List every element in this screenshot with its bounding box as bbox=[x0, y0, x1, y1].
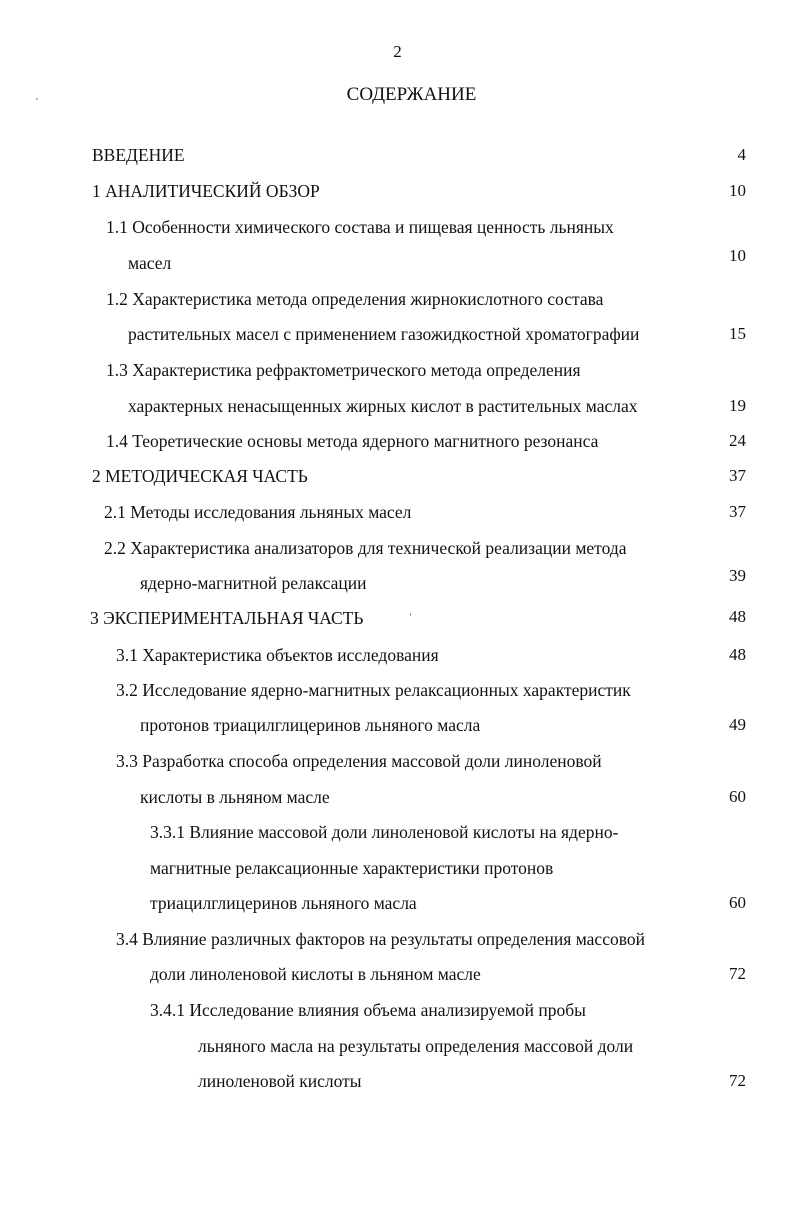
toc-entry-3-4-1-cont: линоленовой кислоты bbox=[198, 1071, 362, 1091]
toc-page-number: 48 bbox=[729, 645, 746, 664]
toc-page-number: 72 bbox=[729, 1071, 746, 1090]
toc-entry-2: 2 МЕТОДИЧЕСКАЯ ЧАСТЬ bbox=[92, 466, 308, 486]
toc-entry-3: 3 ЭКСПЕРИМЕНТАЛЬНАЯ ЧАСТЬ bbox=[90, 608, 364, 628]
toc-page-number: 48 bbox=[729, 607, 746, 626]
toc-page-number: 60 bbox=[729, 787, 746, 806]
toc-entry-3-4: 3.4 Влияние различных факторов на результаты определения массовой bbox=[116, 929, 645, 949]
toc-entry-3-2-cont: протонов триацилглицеринов льняного масла bbox=[140, 715, 481, 735]
toc-entry-1-2-cont: растительных масел с применением газожидкостной хроматографии bbox=[128, 324, 640, 344]
toc-entry-1-1: 1.1 Особенности химического состава и пищевая ценность льняных bbox=[106, 217, 614, 237]
toc-page-number: 37 bbox=[729, 502, 746, 521]
toc-entry-3-4-1: 3.4.1 Исследование влияния объема анализируемой пробы bbox=[150, 1000, 586, 1020]
toc-entry-2-2-cont: ядерно-магнитной релаксации bbox=[140, 573, 367, 593]
page-number: 2 bbox=[393, 42, 402, 61]
toc-page-number: 49 bbox=[729, 715, 746, 734]
toc-page-number: 60 bbox=[729, 893, 746, 912]
toc-entry-3-3: 3.3 Разработка способа определения массовой доли линоленовой bbox=[116, 751, 602, 771]
toc-entry-1-3-cont: характерных ненасыщенных жирных кислот в растительных маслах bbox=[128, 396, 638, 416]
toc-page-number: 4 bbox=[737, 145, 746, 164]
toc-entry-3-3-1-cont: магнитные релаксационные характеристики протонов bbox=[150, 858, 554, 878]
toc-entry-1-4: 1.4 Теоретические основы метода ядерного магнитного резонанса bbox=[106, 431, 599, 451]
toc-entry-3-3-1: 3.3.1 Влияние массовой доли линоленовой кислоты на ядерно- bbox=[150, 822, 619, 842]
toc-page-number: 15 bbox=[729, 324, 746, 343]
toc-entry-2-2: 2.2 Характеристика анализаторов для технической реализации метода bbox=[104, 538, 627, 558]
toc-entry-1-3: 1.3 Характеристика рефрактометрического метода определения bbox=[106, 360, 581, 380]
toc-entry-3-1: 3.1 Характеристика объектов исследования bbox=[116, 645, 439, 665]
toc-entry-3-4-cont: доли линоленовой кислоты в льняном масле bbox=[150, 964, 481, 984]
toc-entry-intro: ВВЕДЕНИЕ bbox=[92, 145, 185, 165]
toc-entry-3-3-cont: кислоты в льняном масле bbox=[140, 787, 330, 807]
page-title: СОДЕРЖАНИЕ bbox=[346, 84, 477, 105]
toc-page-number: 72 bbox=[729, 964, 746, 983]
toc-entry-1: 1 АНАЛИТИЧЕСКИЙ ОБЗОР bbox=[92, 181, 320, 201]
toc-entry-3-4-1-cont: льняного масла на результаты определения массовой доли bbox=[198, 1036, 634, 1056]
scan-speck bbox=[36, 98, 38, 100]
toc-entry-1-1-cont: масел bbox=[128, 253, 172, 273]
toc-entry-1-2: 1.2 Характеристика метода определения жирнокислотного состава bbox=[106, 289, 604, 309]
toc-page-number: 10 bbox=[729, 181, 746, 200]
stray-mark: ˈ bbox=[408, 612, 413, 627]
toc-page-number: 19 bbox=[729, 396, 746, 415]
toc-entry-3-3-1-cont: триацилглицеринов льняного масла bbox=[150, 893, 417, 913]
toc-page-number: 39 bbox=[729, 566, 746, 585]
toc-entry-3-2: 3.2 Исследование ядерно-магнитных релаксационных характеристик bbox=[116, 680, 631, 700]
toc-page-number: 37 bbox=[729, 466, 746, 485]
toc-page-number: 10 bbox=[729, 246, 746, 265]
toc-page-number: 24 bbox=[729, 431, 746, 450]
toc-entry-2-1: 2.1 Методы исследования льняных масел bbox=[104, 502, 412, 522]
